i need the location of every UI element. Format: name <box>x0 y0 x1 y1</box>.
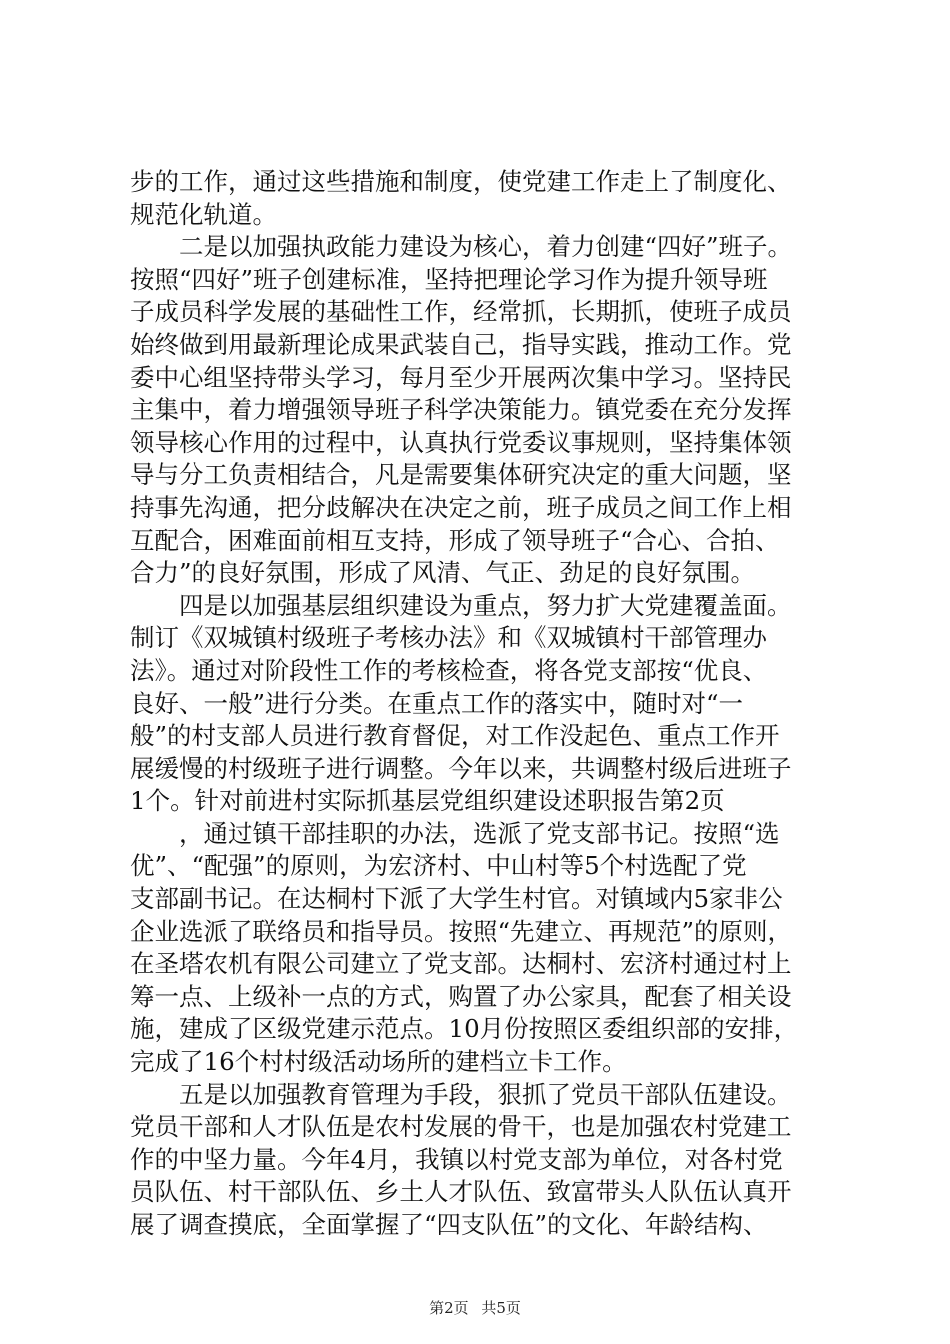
text-line: 施，建成了区级党建示范点。10月份按照区委组织部的安排， <box>130 1014 799 1044</box>
text-line: 1个。针对前进村实际抓基层党组织建设述职报告第2页 <box>130 786 725 816</box>
text-line: 导与分工负责相结合，凡是需要集体研究决定的重大问题，坚 <box>130 460 792 490</box>
text-line: 互配合，困难面前相互支持，形成了领导班子“合心、合拍、 <box>130 525 780 555</box>
text-line: 良好、一般”进行分类。在重点工作的落实中，随时对“一 <box>130 688 744 718</box>
text-line: 员队伍、村干部队伍、乡土人才队伍、致富带头人队伍认真开 <box>130 1177 792 1207</box>
text-line: 企业选派了联络员和指导员。按照“先建立、再规范”的原则， <box>130 916 793 946</box>
text-line: 党员干部和人才队伍是农村发展的骨干，也是加强农村党建工 <box>130 1112 792 1142</box>
text-line: 展了调查摸底，全面掌握了“四支队伍”的文化、年龄结构、 <box>130 1210 768 1239</box>
text-line: 支部副书记。在达桐村下派了大学生村官。对镇域内5家非公 <box>130 884 783 914</box>
text-line: 般”的村支部人员进行教育督促，对工作没起色、重点工作开 <box>130 721 780 751</box>
page-footer <box>0 1298 950 1318</box>
text-line: 子成员科学发展的基础性工作，经常抓，长期抓，使班子成员 <box>130 297 792 327</box>
text-line: 在圣塔农机有限公司建立了党支部。达桐村、宏济村通过村上 <box>130 949 792 979</box>
text-line: 优”、“配强”的原则，为宏济村、中山村等5个村选配了党 <box>130 851 747 881</box>
text-line: 作的中坚力量。今年4月，我镇以村党支部为单位，对各村党 <box>130 1144 783 1174</box>
text-line: 规范化轨道。 <box>130 199 277 229</box>
paragraph-start-line: 四是以加强基层组织建设为重点，努力扩大党建覆盖面。 <box>179 590 792 620</box>
text-line: 按照“四好”班子创建标准，坚持把理论学习作为提升领导班 <box>130 264 768 294</box>
text-line: 完成了16个村村级活动场所的建档立卡工作。 <box>130 1047 627 1077</box>
paragraph-start-line: 二是以加强执政能力建设为核心，着力创建“四好”班子。 <box>179 232 793 262</box>
text-line: 步的工作，通过这些措施和制度，使党建工作走上了制度化、 <box>130 167 792 196</box>
page-number: 第2页 <box>429 1299 469 1317</box>
text-line: 展缓慢的村级班子进行调整。今年以来，共调整村级后进班子 <box>130 753 792 783</box>
paragraph-start-line: 五是以加强教育管理为手段，狠抓了党员干部队伍建设。 <box>179 1079 792 1109</box>
text-line: 主集中，着力增强领导班子科学决策能力。镇党委在充分发挥 <box>130 395 792 425</box>
page-total: 共5页 <box>481 1299 521 1317</box>
text-line: 始终做到用最新理论成果武装自己，指导实践，推动工作。党 <box>130 329 792 359</box>
document-body <box>130 166 822 1242</box>
text-line: 制订《双城镇村级班子考核办法》和《双城镇村干部管理办 <box>130 623 767 653</box>
text-line: 法》。通过对阶段性工作的考核检查，将各党支部按“优良、 <box>130 655 768 685</box>
text-line: 领导核心作用的过程中，认真执行党委议事规则，坚持集体领 <box>130 427 792 457</box>
text-line: 筹一点、上级补一点的方式，购置了办公家具，配套了相关设 <box>130 981 792 1011</box>
text-line: 持事先沟通，把分歧解决在决定之前，班子成员之间工作上相 <box>130 492 792 522</box>
paragraph-start-line: ，通过镇干部挂职的办法，选派了党支部书记。按照“选 <box>179 818 780 848</box>
text-line: 合力”的良好氛围，形成了风清、气正、劲足的良好氛围。 <box>130 558 756 588</box>
text-line: 委中心组坚持带头学习，每月至少开展两次集中学习。坚持民 <box>130 362 792 392</box>
